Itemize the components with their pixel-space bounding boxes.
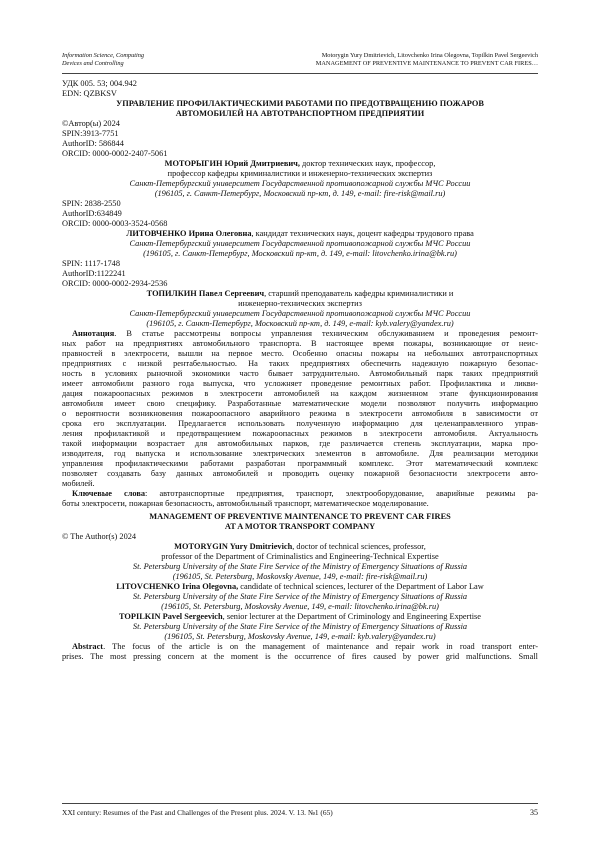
ru-a2-authorid: AuthorID:634849 bbox=[62, 209, 122, 218]
ru-a1-authorid: AuthorID: 586844 bbox=[62, 139, 124, 148]
en-a2-name: LITOVCHENKO Irina Olegovna, bbox=[116, 582, 239, 591]
ru-keywords-line2: боты электросети, пожарная безопасность, автомобильный транспорт, математическое моделирование. bbox=[62, 499, 429, 508]
ru-abstract-line: имеет автомобили разного года выпуска, что усложняет проведение ремонтных работ. Профилактика и ликви- bbox=[62, 379, 538, 388]
ru-a1-desc1: доктор технических наук, профессор, bbox=[299, 159, 436, 168]
en-a2-desc1: candidate of technical sciences, lecturer of the Department of Labor Law bbox=[238, 582, 484, 591]
ru-abstract-line: предприятиях с низкой рентабельностью. На таких предприятиях обеспечить надежную пожарную безопас- bbox=[62, 359, 538, 368]
header-left-line2: Devices and Controlling bbox=[62, 60, 124, 67]
ru-abstract-line: позволяет создавать базу данных автомобилей и проводить оценку пожарной безопасности электросети авто- bbox=[62, 469, 538, 478]
en-title-line2: AT A MOTOR TRANSPORT COMPANY bbox=[224, 522, 376, 531]
ru-title-line1: УПРАВЛЕНИЕ ПРОФИЛАКТИЧЕСКИМИ РАБОТАМИ ПО ПРЕДОТВРАЩЕНИЮ ПОЖАРОВ bbox=[116, 99, 484, 108]
journal-section bbox=[62, 52, 144, 68]
en-abstract-line bbox=[62, 642, 538, 652]
ru-abstract-line: ления профилактикой и предотвращением пожароопасных режимов в электросети автомобиля. Актуальность bbox=[62, 429, 538, 438]
en-a3-name: TOPILKIN Pavel Sergeevich bbox=[118, 612, 223, 621]
en-abstract-label: Abstract bbox=[72, 642, 104, 651]
header-right-line1: Motorygin Yury Dmitrievich, Litovchenko Irina Olegovna, Topilkin Pavel Sergeevich bbox=[321, 52, 538, 59]
en-a1-aff2: (196105, St. Petersburg, Moskovsky Avenue, 149, e-mail: fire-risk@mail.ru) bbox=[172, 572, 428, 581]
ru-copyright: ©Автор(ы) 2024 bbox=[62, 119, 120, 128]
ru-a2-desc1: , кандидат технических наук, доцент кафедры трудового права bbox=[251, 229, 474, 238]
ru-abstract-label: Аннотация bbox=[72, 329, 115, 338]
ru-keywords-label: Ключевые слова bbox=[72, 489, 146, 498]
en-a3-aff2: (196105, St. Petersburg, Moskovsky Avenue, 149, e-mail: kyb.valery@yandex.ru) bbox=[164, 632, 436, 641]
ru-a2-name-line bbox=[62, 229, 538, 239]
ru-abstract-line: срока его эксплуатации. Предлагается использовать полученную информацию для целенаправленного управ- bbox=[62, 419, 538, 428]
ru-abstract-line: ность в условиях рыночной экономики часто бывает затруднительно. Автомобильный парк таких предприятий bbox=[62, 369, 538, 378]
ru-a2-aff1: Санкт-Петербургский университет Государственной противопожарной службы МЧС России bbox=[129, 239, 471, 248]
edn-code: EDN: QZBKSV bbox=[62, 89, 117, 98]
ru-abstract-line: управления профилактическими работами разработан программный комплекс. Этот математический комплекс bbox=[62, 459, 538, 468]
en-a3-desc1: , senior lecturer at the Department of Criminology and Engineering Expertise bbox=[222, 612, 481, 621]
en-a1-name-line bbox=[62, 542, 538, 552]
ru-abstract-line: изводителя, год выпуска и использование электрических элементов в автомобиле. Для реализации методики bbox=[62, 449, 538, 458]
en-a3-aff1: St. Petersburg University of the State Fire Service of the Ministry of Emergency Situations of Russia bbox=[132, 622, 468, 631]
ru-a3-name-line bbox=[62, 289, 538, 299]
ru-a3-desc2: инженерно-технических экспертиз bbox=[238, 299, 362, 308]
en-a2-name-line bbox=[62, 582, 538, 592]
ru-abstract-line: о вероятности возникновения пожароопасного аварийного режима в электросети автомобиля в зависимости от bbox=[62, 409, 538, 418]
ru-a3-aff1: Санкт-Петербургский университет Государственной противопожарной службы МЧС России bbox=[129, 309, 471, 318]
ru-a1-spin: SPIN:3913-7751 bbox=[62, 129, 119, 138]
footer-divider bbox=[62, 803, 538, 804]
en-a1-aff1: St. Petersburg University of the State Fire Service of the Ministry of Emergency Situations of Russia bbox=[132, 562, 468, 571]
en-abstract-text: . The focus of the article is on the management of maintenance and repair work in road transport enter- bbox=[103, 642, 538, 651]
en-a2-aff1: St. Petersburg University of the State Fire Service of the Ministry of Emergency Situations of Russia bbox=[132, 592, 468, 601]
ru-abstract-text: . В статье рассмотрены вопросы управления техническим обслуживанием и проведения ремонт- bbox=[114, 329, 538, 338]
ru-a1-orcid: ORCID: 0000-0002-2407-5061 bbox=[62, 149, 168, 158]
article-body bbox=[62, 79, 538, 662]
journal-citation: XXI century: Resumes of the Past and Challenges of the Present plus. 2024. V. 13. №1 (65) bbox=[62, 808, 333, 817]
ru-keywords-line bbox=[62, 489, 538, 499]
ru-a1-name: МОТОРЫГИН Юрий Дмитриевич, bbox=[164, 159, 300, 168]
en-a1-name: MOTORYGIN Yury Dmitrievich bbox=[174, 542, 293, 551]
ru-a3-orcid: ORCID: 0000-0002-2934-2536 bbox=[62, 279, 168, 288]
ru-a2-spin: SPIN: 2838-2550 bbox=[62, 199, 121, 208]
ru-a1-aff1: Санкт-Петербургский университет Государственной противопожарной службы МЧС России bbox=[129, 179, 471, 188]
article-short-ref bbox=[316, 52, 538, 68]
ru-a2-name: ЛИТОВЧЕНКО Ирина Олеговна bbox=[126, 229, 252, 238]
en-a1-desc1: , doctor of technical sciences, professor, bbox=[292, 542, 426, 551]
ru-abstract-line: правностей в электросети, вышли на первое место. Особенно опасны пожары на небольших автотранспортных bbox=[62, 349, 538, 358]
ru-a3-authorid: AuthorID:1122241 bbox=[62, 269, 126, 278]
ru-a3-name: ТОПИЛКИН Павел Сергеевич bbox=[146, 289, 265, 298]
ru-a1-aff2: (196105, г. Санкт-Петербург, Московский пр-кт, д. 149, e-mail: fire-risk@mail.ru) bbox=[154, 189, 446, 198]
running-header bbox=[62, 52, 538, 80]
en-title-line1: MANAGEMENT OF PREVENTIVE MAINTENANCE TO PREVENT CAR FIRES bbox=[149, 512, 451, 521]
en-a3-name-line bbox=[62, 612, 538, 622]
udc-code: УДК 005. 53; 004.942 bbox=[62, 79, 137, 88]
header-right-line2: MANAGEMENT OF PREVENTIVE MAINTENANCE TO PREVENT CAR FIRES… bbox=[315, 60, 538, 67]
ru-a1-name-line bbox=[62, 159, 538, 169]
en-abstract-line: prises. The most pressing concern at the moment is the occurrence of fires caused by power grid malfunctions. Small bbox=[62, 652, 538, 661]
ru-a3-spin: SPIN: 1117-1748 bbox=[62, 259, 121, 268]
ru-a2-aff2: (196105, г. Санкт-Петербург, Московский пр-кт, д. 149, e-mail: litovchenko.irina@bk.ru) bbox=[143, 249, 457, 258]
ru-title-line2: АВТОМОБИЛЕЙ НА АВТОТРАНСПОРТНОМ ПРЕДПРИЯТИИ bbox=[175, 109, 425, 118]
en-a1-desc2: professor of the Department of Criminalistics and Engineering-Technical Expertise bbox=[161, 552, 439, 561]
ru-abstract-line: дация пожароопасных режимов в электросети автомобилей на каждом жизненном этапе функционирования bbox=[62, 389, 538, 398]
ru-a3-desc1: , старший преподаватель кафедры криминалистики и bbox=[264, 289, 454, 298]
ru-abstract-line: мобилей. bbox=[62, 479, 95, 488]
ru-a2-orcid: ORCID: 0000-0003-3524-0568 bbox=[62, 219, 168, 228]
ru-abstract-line: автомобиля имеет свою специфику. Разработанные математические модели позволяют получить информацию bbox=[62, 399, 538, 408]
ru-abstract-line bbox=[62, 329, 538, 339]
header-left-line1: Information Science, Computing bbox=[62, 52, 145, 59]
ru-a1-desc2: профессор кафедры криминалистики и инженерно-технических экспертиз bbox=[167, 169, 433, 178]
page-number: 35 bbox=[530, 808, 538, 817]
header-divider bbox=[62, 73, 538, 74]
ru-abstract-line: ных работ на предприятиях автомобильного транспорта. В настоящее время пожары, возникающие от неис- bbox=[62, 339, 538, 348]
ru-abstract-line: такой информации возрастает для автомобильных парков, где различается степень эксплуатации, марка про- bbox=[62, 439, 538, 448]
en-copyright: © The Author(s) 2024 bbox=[62, 532, 137, 541]
ru-keywords-text: : автотранспортные предприятия, транспорт, электрооборудование, аварийные режимы ра- bbox=[145, 489, 539, 498]
ru-a3-aff2: (196105, г. Санкт-Петербург, Московский пр-кт, д. 149, e-mail: kyb.valery@yandex.ru) bbox=[146, 319, 454, 328]
en-a2-aff2: (196105, St. Petersburg, Moskovsky Avenue, 149, e-mail: litovchenko.irina@bk.ru) bbox=[161, 602, 439, 611]
